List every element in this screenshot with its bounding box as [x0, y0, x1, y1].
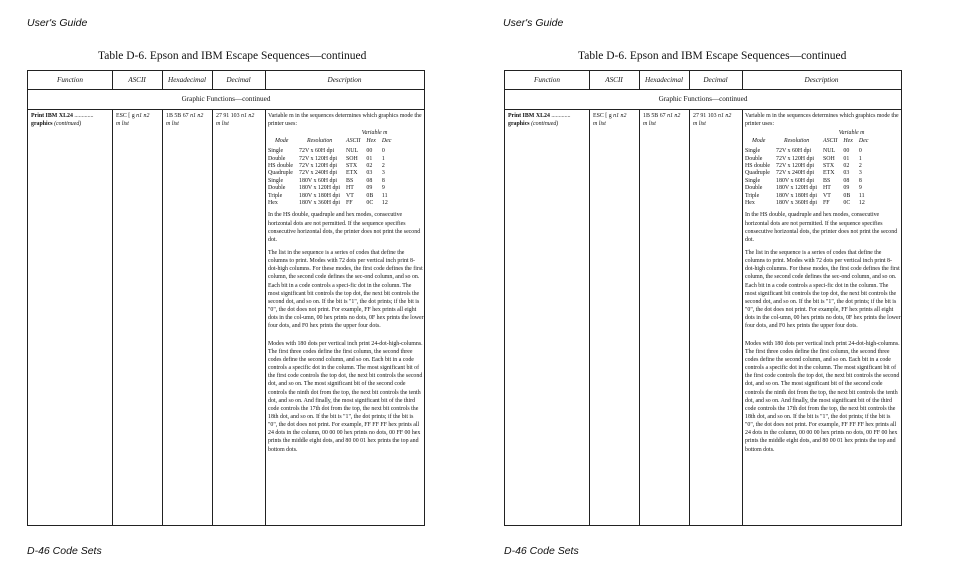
column-divider	[689, 71, 690, 89]
column-divider	[689, 109, 690, 525]
ascii-list: m list	[593, 121, 606, 127]
header-ascii: ASCII	[605, 76, 623, 84]
dec-header: Dec	[381, 137, 392, 144]
decimal-params: n1 n2	[718, 113, 732, 119]
description-paragraph: The list in the sequence is a series of codes that define the columns to print. Modes with 72 dots per vertical inch print 8-dot-high columns. For these modes, the first code defines the first column, the second code defines the sec-ond column, and so on. Each bit in a code controls a speci-fic dot in the column. The most significant bit controls the top dot, the next bit controls the second dot, and so on. If the bit is "1", the dot prints; if the bit is "0", the dot does not print. For example, FF hex prints all eight dots in the col-umn, 00 hex prints no dots, 0F hex prints the lower four dots, and F0 hex prints the upper four dots.	[268, 250, 424, 330]
ascii-params: n1 n2	[613, 113, 627, 119]
column-divider	[742, 71, 743, 89]
column-divider	[589, 71, 590, 89]
mode-row: Double 180V x 120H dpi HT 09 9	[268, 185, 385, 192]
header-hexadecimal: Hexadecimal	[168, 76, 206, 84]
resolution-header: Resolution	[307, 137, 333, 144]
decimal-cell	[693, 112, 743, 128]
hex-list: m list	[643, 121, 656, 127]
mode-row: Single 180V x 60H dpi BS 08 8	[745, 177, 862, 184]
decimal-code: 27 91 103	[216, 113, 242, 119]
mode-row: Triple 180V x 180H dpi VT 0B 11	[745, 192, 865, 199]
mode-row: Quadruple 72V x 240H dpi ETX 03 3	[745, 170, 862, 177]
variable-header: Variable m	[838, 130, 865, 137]
table-title: Table D-6. Epson and IBM Escape Sequences—continued	[578, 50, 847, 62]
description-cell	[745, 112, 901, 459]
mode-row: Triple 180V x 180H dpi VT 0B 11	[268, 192, 388, 199]
mode-row: HS double 72V x 120H dpi STX 02 2	[745, 162, 862, 169]
mode-row: HS double 72V x 120H dpi STX 02 2	[268, 162, 385, 169]
hex-list: m list	[166, 121, 179, 127]
hex-params: n1 n2	[667, 113, 681, 119]
column-divider	[112, 71, 113, 89]
mode-row: Quadruple 72V x 240H dpi ETX 03 3	[268, 170, 385, 177]
escape-sequence-table	[27, 70, 425, 526]
hex-cell	[643, 112, 689, 128]
function-cell	[31, 112, 111, 128]
header-function: Function	[534, 76, 560, 84]
table-header-row	[505, 71, 901, 90]
table-title: Table D-6. Epson and IBM Escape Sequences—continued	[98, 50, 367, 62]
escape-sequence-table	[504, 70, 902, 526]
mode-row: Single 72V x 60H dpi NUL 00 0	[268, 148, 385, 155]
variable-header: Variable m	[361, 130, 388, 137]
column-divider	[212, 71, 213, 89]
function-leader: .............	[549, 113, 571, 119]
column-divider	[589, 109, 590, 525]
column-divider	[639, 71, 640, 89]
decimal-list: m list	[216, 121, 229, 127]
column-divider	[162, 109, 163, 525]
ascii-code: ESC [ g	[116, 113, 137, 119]
decimal-list: m list	[693, 121, 706, 127]
ascii-code: ESC [ g	[593, 113, 614, 119]
header-decimal: Decimal	[703, 76, 728, 84]
mode-header: Mode	[275, 137, 289, 144]
page-footer: D-46 Code Sets	[27, 545, 102, 557]
hex-code: 1B 5B 67	[166, 113, 191, 119]
hex-code: 1B 5B 67	[643, 113, 668, 119]
running-head: User's Guide	[27, 17, 88, 29]
column-divider	[162, 71, 163, 89]
column-divider	[265, 109, 266, 525]
mode-table	[268, 130, 397, 207]
mode-row: Double 72V x 120H dpi SOH 01 1	[268, 155, 385, 162]
description-paragraph: Modes with 180 dots per vertical inch print 24-dot-high-columns. The first three codes define the first column, the second three codes define the second column, and so on. Each bit in a code controls a specific dot in the column. The most significant bit of the first code controls the top dot, the next bit controls the second dot, and so on. The most significant bit of the second code controls the ninth dot from the top, the next bit controls the tenth dot, and so on. And finally, the most significant bit of the third code controls the 17th dot from the top, the next bit controls the 18th dot, and so on. If the bit is "1", the dot prints; if the bit is "0", the dot does not print. For example, FF FF FF hex prints all 24 dots in the column, 00 00 00 hex prints no dots, 00 FF 00 hex prints the middle eight dots, and 80 00 01 hex prints the top and bottom dots.	[268, 340, 423, 453]
hex-header: Hex	[366, 137, 376, 144]
header-decimal: Decimal	[226, 76, 251, 84]
column-divider	[639, 109, 640, 525]
ascii-list: m list	[116, 121, 129, 127]
function-name: Print IBM XL24	[508, 113, 550, 119]
description-paragraph: In the HS double, quadruple and hex modes, consecutive horizontal dots are not permitted. If the sequence specifies consecutive horizontal dots, the printer does not print the second dot.	[745, 212, 898, 243]
description-paragraph: Modes with 180 dots per vertical inch print 24-dot-high-columns. The first three codes define the first column, the second three codes define the second column, and so on. Each bit in a code controls a specific dot in the column. The most significant bit of the first code controls the top dot, the next bit controls the second dot, and so on. The most significant bit of the second code controls the ninth dot from the top, the next bit controls the tenth dot, and so on. And finally, the most significant bit of the third code controls the 17th dot from the top, the next bit controls the 18th dot, and so on. If the bit is "1", the dot prints; if the bit is "0", the dot does not print. For example, FF FF FF hex prints all 24 dots in the column, 00 00 00 hex prints no dots, 00 FF 00 hex prints the middle eight dots, and 80 00 01 hex prints the top and bottom dots.	[745, 340, 900, 453]
running-head: User's Guide	[503, 17, 564, 29]
right-page	[477, 0, 954, 580]
header-hexadecimal: Hexadecimal	[645, 76, 683, 84]
column-divider	[742, 109, 743, 525]
function-name-cont: graphics	[508, 121, 530, 127]
column-divider	[212, 109, 213, 525]
mode-row: Double 72V x 120H dpi SOH 01 1	[745, 155, 862, 162]
header-ascii: ASCII	[128, 76, 146, 84]
mode-row: Double 180V x 120H dpi HT 09 9	[745, 185, 862, 192]
description-intro: Variable m in the sequences determines which graphics mode the printer uses:	[268, 113, 422, 128]
mode-row: Single 180V x 60H dpi BS 08 8	[268, 177, 385, 184]
mode-header: Mode	[752, 137, 766, 144]
resolution-header: Resolution	[784, 137, 810, 144]
function-continued: (continued)	[529, 121, 559, 127]
section-heading: Graphic Functions—continued	[505, 89, 901, 110]
function-leader: .............	[72, 113, 94, 119]
description-cell	[268, 112, 424, 459]
ascii-cell	[593, 112, 639, 128]
description-paragraph: In the HS double, quadruple and hex modes, consecutive horizontal dots are not permitted. If the sequence specifies consecutive horizontal dots, the printer does not print the second dot.	[268, 212, 421, 243]
header-description: Description	[804, 76, 839, 84]
mode-row: Hex 180V x 360H dpi FF 0C 12	[745, 199, 865, 206]
decimal-params: n1 n2	[241, 113, 255, 119]
function-name-cont: graphics	[31, 121, 53, 127]
mode-row: Hex 180V x 360H dpi FF 0C 12	[268, 199, 388, 206]
hex-cell	[166, 112, 212, 128]
mode-row: Single 72V x 60H dpi NUL 00 0	[745, 148, 862, 155]
column-divider	[265, 71, 266, 89]
column-divider	[112, 109, 113, 525]
table-header-row	[28, 71, 424, 90]
dec-header: Dec	[858, 137, 869, 144]
decimal-cell	[216, 112, 266, 128]
header-description: Description	[327, 76, 362, 84]
header-function: Function	[57, 76, 83, 84]
section-heading: Graphic Functions—continued	[28, 89, 424, 110]
ascii-header: ASCII	[346, 137, 361, 144]
hex-params: n1 n2	[190, 113, 204, 119]
function-continued: (continued)	[52, 121, 82, 127]
function-cell	[508, 112, 588, 128]
function-name: Print IBM XL24	[31, 113, 73, 119]
ascii-params: n1 n2	[136, 113, 150, 119]
ascii-cell	[116, 112, 162, 128]
page-footer: D-46 Code Sets	[504, 545, 579, 557]
description-intro: Variable m in the sequences determines which graphics mode the printer uses:	[745, 113, 899, 128]
decimal-code: 27 91 103	[693, 113, 719, 119]
ascii-header: ASCII	[823, 137, 838, 144]
hex-header: Hex	[843, 137, 853, 144]
description-paragraph: The list in the sequence is a series of codes that define the columns to print. Modes with 72 dots per vertical inch print 8-dot-high columns. For these modes, the first code defines the first column, the second code defines the sec-ond column, and so on. Each bit in a code controls a speci-fic dot in the column. The most significant bit controls the top dot, the next bit controls the second dot, and so on. If the bit is "1", the dot prints; if the bit is "0", the dot does not print. For example, FF hex prints all eight dots in the col-umn, 00 hex prints no dots, 0F hex prints the lower four dots, and F0 hex prints the upper four dots.	[745, 250, 901, 330]
mode-table	[745, 130, 874, 207]
